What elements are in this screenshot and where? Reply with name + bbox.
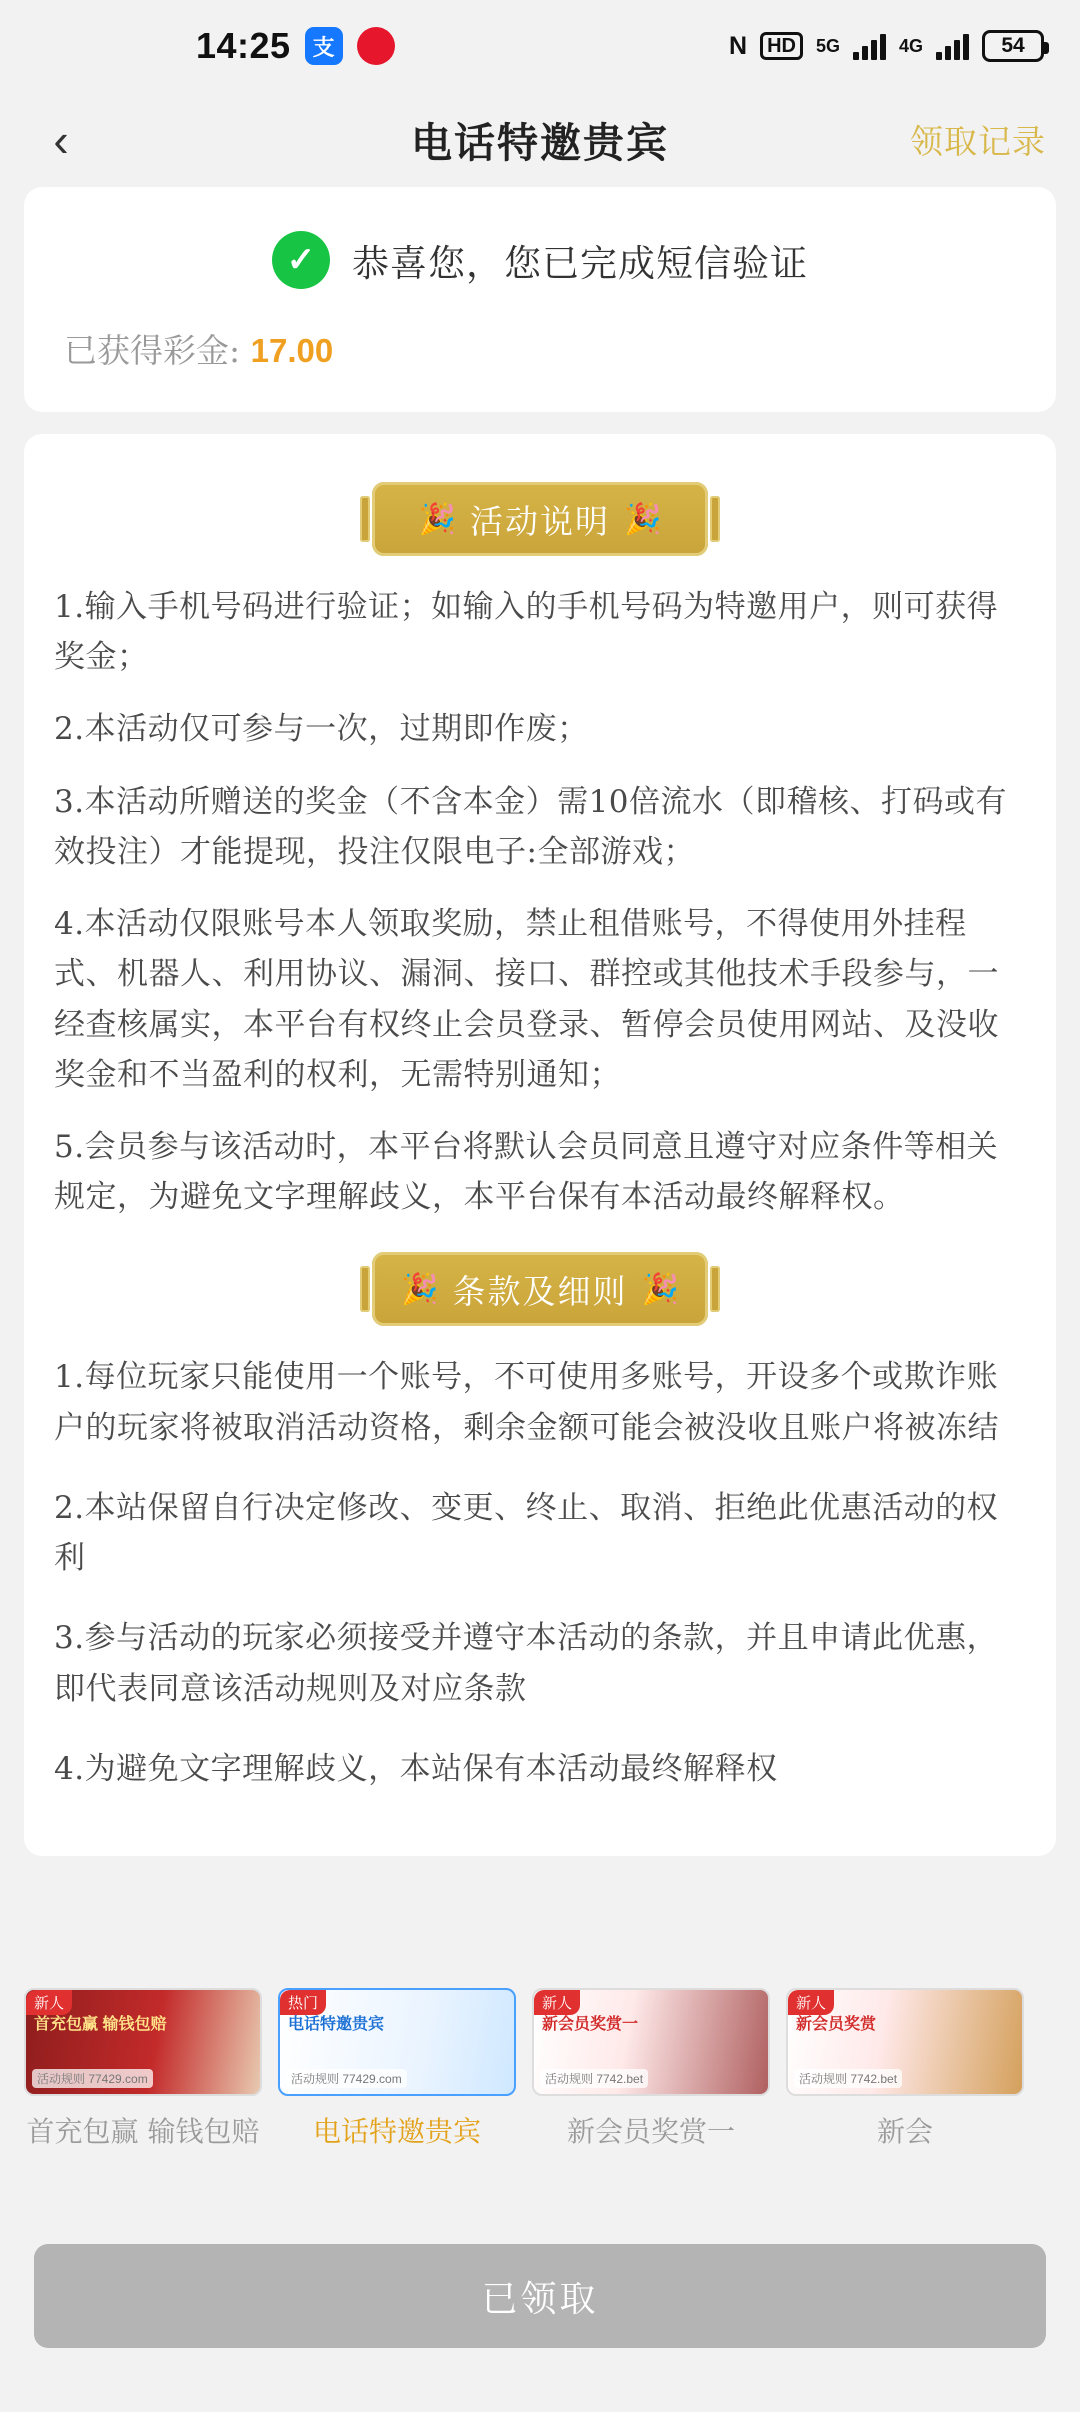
terms-item: 4.为避免文字理解歧义，本站保有本活动最终解释权 <box>54 1750 778 1787</box>
rule-item: 5.会员参与该活动时，本平台将默认会员同意且遵守对应条件等相关规定，为避免文字理解歧义，本平台保有本活动最终解释权。 <box>54 1128 999 1216</box>
party-popper-icon-left: 🎉 <box>401 1272 439 1306</box>
status-time: 14:25 <box>196 25 291 66</box>
promo-label[interactable]: 首充包赢 输钱包赔 <box>26 2115 260 2148</box>
party-popper-icon-right: 🎉 <box>624 502 662 536</box>
bonus-row <box>64 325 1016 372</box>
terms-item: 3.参与活动的玩家必须接受并遵守本活动的条款，并且申请此优惠，即代表同意该活动规则及对应条款 <box>54 1620 999 1707</box>
terms-item: 2.本站保留自行决定修改、变更、终止、取消、拒绝此优惠活动的权利 <box>54 1489 999 1577</box>
content-scroll-area[interactable] <box>0 187 1080 1960</box>
terms-item: 1.每位玩家只能使用一个账号，不可使用多账号，开设多个或欺诈账户的玩家将被取消活动资格，剩余金额可能会被没收且账户将被冻结 <box>54 1359 999 1446</box>
success-row <box>64 231 1016 289</box>
section-banner-activity-rules <box>372 482 708 556</box>
battery-icon: 54 <box>982 30 1044 62</box>
promo-thumb-list[interactable] <box>24 1988 1056 2150</box>
promo-label[interactable]: 电话特邀贵宾 <box>312 2115 481 2148</box>
promo-thumbnail[interactable] <box>24 1988 262 2096</box>
promo-thumb-foot: 活动规则 7742.bet <box>794 2069 902 2088</box>
status-bar-left <box>196 25 395 67</box>
promo-thumb-title: 电话特邀贵宾 <box>288 2016 385 2033</box>
section-banner-terms <box>372 1252 708 1326</box>
promo-tag: 新人 <box>788 1990 834 2015</box>
hd-icon: HD <box>760 32 803 60</box>
rule-item: 2.本活动仅可参与一次，过期即作废； <box>54 711 589 748</box>
alipay-icon: 支 <box>305 27 343 65</box>
network-5g-label: 5G <box>815 35 840 56</box>
party-popper-icon-left: 🎉 <box>418 502 456 536</box>
promo-carousel[interactable] <box>0 1988 1080 2150</box>
promo-item[interactable] <box>278 1988 516 2150</box>
claim-button[interactable]: 已领取 <box>34 2244 1046 2348</box>
signal-4g-icon <box>936 33 969 60</box>
page-title: 电话特邀贵宾 <box>411 119 669 167</box>
promo-tag: 热门 <box>280 1990 326 2015</box>
rules-card <box>24 434 1056 1856</box>
promo-tag: 新人 <box>534 1990 580 2015</box>
weibo-icon <box>357 27 395 65</box>
promo-label[interactable]: 新会 <box>876 2115 933 2148</box>
promo-tag: 新人 <box>26 1990 72 2015</box>
promo-thumbnail[interactable] <box>532 1988 770 2096</box>
nfc-icon: N <box>729 31 748 60</box>
network-4g-label: 4G <box>898 35 923 56</box>
rule-item: 3.本活动所赠送的奖金（不含本金）需10倍流水（即稽核、打码或有效投注）才能提现，投注仅限电子:全部游戏； <box>54 783 1008 870</box>
promo-thumb-title: 首充包赢 输钱包赔 <box>34 2016 167 2033</box>
rule-item: 1.输入手机号码进行验证；如输入的手机号码为特邀用户，则可获得奖金； <box>54 589 999 676</box>
back-button[interactable]: ‹ <box>53 113 69 166</box>
promo-thumb-foot: 活动规则 77429.com <box>32 2069 153 2088</box>
promo-thumb-title: 新会员奖赏一 <box>542 2016 639 2033</box>
promo-thumb-title: 新会员奖赏 <box>796 2016 877 2033</box>
section-title: 条款及细则 <box>452 1271 628 1311</box>
bonus-label: 已获得彩金: <box>64 331 241 370</box>
status-bar <box>0 0 1080 92</box>
promo-item[interactable] <box>786 1988 1024 2150</box>
bottom-action-bar <box>0 2222 1080 2412</box>
verification-success-card <box>24 187 1056 412</box>
promo-thumbnail[interactable] <box>786 1988 1024 2096</box>
claim-record-link[interactable]: 领取记录 <box>910 122 1046 161</box>
promo-item[interactable] <box>532 1988 770 2150</box>
rule-item: 4.本活动仅限账号本人领取奖励，禁止租借账号，不得使用外挂程式、机器人、利用协议、漏洞、接口、群控或其他技术手段参与，一经查核属实，本平台有权终止会员登录、暂停会员使用网站、及没收奖金和不当盈利的权利，无需特别通知； <box>54 906 999 1093</box>
success-message: 恭喜您，您已完成短信验证 <box>352 242 808 285</box>
party-popper-icon-right: 🎉 <box>641 1272 679 1306</box>
signal-5g-icon <box>853 33 886 60</box>
check-circle-icon: ✓ <box>272 231 330 289</box>
promo-thumb-foot: 活动规则 77429.com <box>286 2069 407 2088</box>
promo-item[interactable] <box>24 1988 262 2150</box>
status-bar-right <box>729 30 1044 62</box>
section-title: 活动说明 <box>470 501 610 541</box>
promo-thumbnail[interactable] <box>278 1988 516 2096</box>
app-header <box>0 92 1080 187</box>
promo-thumb-foot: 活动规则 7742.bet <box>540 2069 648 2088</box>
bonus-amount: 17.00 <box>250 332 334 369</box>
promo-label[interactable]: 新会员奖赏一 <box>566 2115 735 2148</box>
